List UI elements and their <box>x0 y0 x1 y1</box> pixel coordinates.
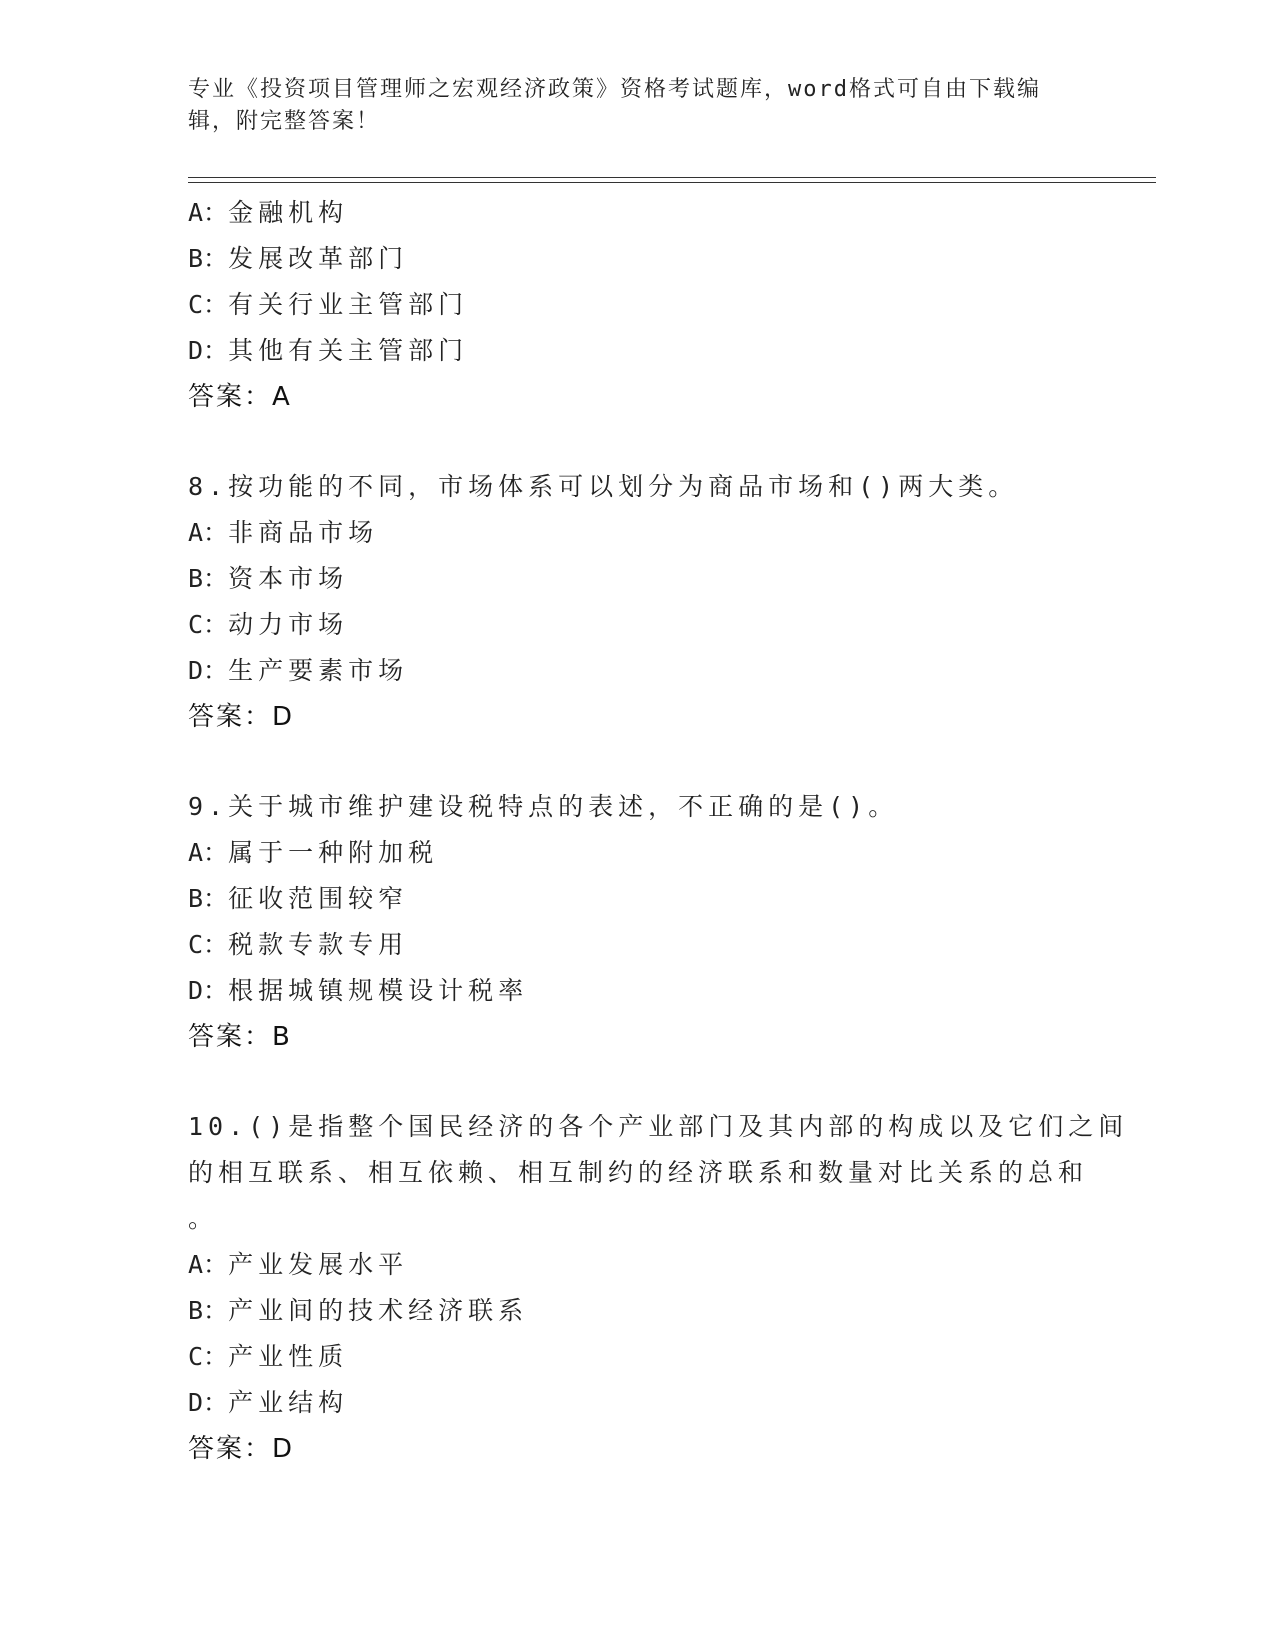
option-text: 产业发展水平 <box>228 1250 409 1279</box>
option-label: B： <box>188 244 229 273</box>
option-d <box>188 968 1088 1014</box>
option-label: A： <box>188 1250 229 1279</box>
option-label: B： <box>188 1296 229 1325</box>
answer-line: 答案：D <box>188 1434 295 1464</box>
option-label: D： <box>188 656 229 685</box>
answer-line: 答案：B <box>188 1022 292 1052</box>
header-divider-top <box>188 177 1156 178</box>
option-c <box>188 1334 1088 1380</box>
question-stem: 9.关于城市维护建设税特点的表述，不正确的是()。 <box>188 792 899 821</box>
question-stem-line-2: 的相互联系、相互依赖、相互制约的经济联系和数量对比关系的总和 <box>188 1158 1089 1187</box>
option-text: 税款专款专用 <box>228 930 409 959</box>
option-label: D： <box>188 1388 229 1417</box>
option-d <box>188 328 1088 374</box>
option-text: 发展改革部门 <box>228 244 409 273</box>
option-text: 金融机构 <box>228 198 349 227</box>
option-label: C： <box>188 290 229 319</box>
option-text: 根据城镇规模设计税率 <box>228 976 529 1005</box>
option-a <box>188 1242 1088 1288</box>
option-a <box>188 830 1088 876</box>
option-b <box>188 236 1088 282</box>
option-d <box>188 648 1088 694</box>
question-stem-line-1: 10.()是指整个国民经济的各个产业部门及其内部的构成以及它们之间 <box>188 1112 1129 1141</box>
option-label: A： <box>188 198 229 227</box>
option-text: 属于一种附加税 <box>228 838 439 867</box>
option-label: B： <box>188 564 229 593</box>
document-header <box>188 74 1088 138</box>
option-a <box>188 190 1088 236</box>
option-label: D： <box>188 976 229 1005</box>
option-c <box>188 602 1088 648</box>
option-label: C： <box>188 1342 229 1371</box>
question-9 <box>188 784 1088 1060</box>
option-d <box>188 1380 1088 1426</box>
option-text: 征收范围较窄 <box>228 884 409 913</box>
question-10 <box>188 1104 1129 1472</box>
option-b <box>188 556 1088 602</box>
option-c <box>188 282 1088 328</box>
header-divider-bottom <box>188 182 1156 183</box>
option-text: 资本市场 <box>228 564 349 593</box>
answer-line: 答案：D <box>188 702 295 732</box>
header-title-line-2: 辑，附完整答案！ <box>188 109 381 134</box>
option-label: A： <box>188 838 229 867</box>
answer-line: 答案：A <box>188 382 292 412</box>
option-text: 非商品市场 <box>228 518 379 547</box>
option-label: D： <box>188 336 229 365</box>
option-label: B： <box>188 884 229 913</box>
question-stem: 8.按功能的不同，市场体系可以划分为商品市场和()两大类。 <box>188 472 1019 501</box>
option-label: C： <box>188 930 229 959</box>
question-7 <box>188 190 1088 420</box>
option-label: C： <box>188 610 229 639</box>
option-text: 产业性质 <box>228 1342 349 1371</box>
header-title-line-1: 专业《投资项目管理师之宏观经济政策》资格考试题库，word格式可自由下载编 <box>188 77 1041 102</box>
question-8 <box>188 464 1088 740</box>
option-a <box>188 510 1088 556</box>
option-c <box>188 922 1088 968</box>
question-stem-line-3: 。 <box>188 1204 219 1233</box>
option-text: 产业间的技术经济联系 <box>228 1296 529 1325</box>
option-text: 生产要素市场 <box>228 656 409 685</box>
option-text: 其他有关主管部门 <box>228 336 469 365</box>
option-b <box>188 876 1088 922</box>
option-b <box>188 1288 1088 1334</box>
option-text: 有关行业主管部门 <box>228 290 469 319</box>
question-list <box>188 190 1129 1472</box>
option-text: 产业结构 <box>228 1388 349 1417</box>
option-text: 动力市场 <box>228 610 349 639</box>
option-label: A： <box>188 518 229 547</box>
